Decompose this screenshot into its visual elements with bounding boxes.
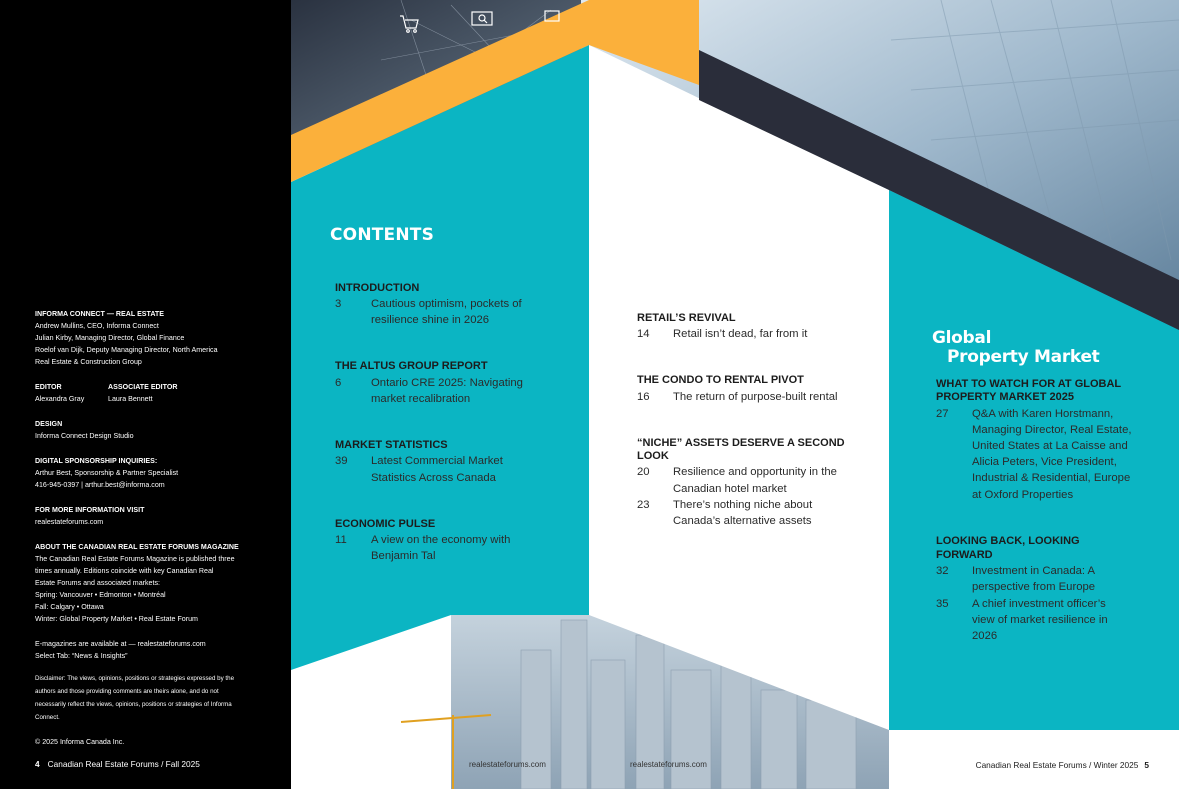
design-name: Informa Connect Design Studio (35, 432, 134, 440)
article-title[interactable]: resilience shine in 2026 (371, 314, 490, 326)
section-title-economic-pulse[interactable]: ECONOMIC PULSE (335, 518, 436, 530)
sponsorship-name: Arthur Best, Sponsorship & Partner Specialist (35, 469, 179, 477)
article-title[interactable]: Managing Director, Real Estate, (972, 424, 1132, 436)
about-line: times annually. Editions coincide with key Canadian Real (35, 567, 214, 575)
article-title[interactable]: Statistics Across Canada (371, 472, 496, 484)
article-title[interactable]: 2026 (972, 630, 998, 642)
editor-name: Alexandra Gray (35, 395, 85, 403)
article-title[interactable]: Canadian hotel market (673, 483, 787, 495)
right-page-number: 5 (1144, 760, 1149, 770)
more-info-label: FOR MORE INFORMATION VISIT (35, 506, 145, 514)
page-number: 3 (335, 298, 342, 310)
article-title[interactable]: perspective from Europe (972, 581, 1096, 593)
section-title-introduction[interactable]: INTRODUCTION (335, 282, 420, 294)
about-line: Estate Forums and associated markets: (35, 579, 160, 587)
article-title[interactable]: Investment in Canada: A (972, 565, 1096, 577)
section-title-niche[interactable]: “NICHE” ASSETS DESERVE A SECOND (637, 437, 845, 449)
footer-url-left[interactable]: realestateforums.com (469, 760, 546, 769)
article-title[interactable]: Ontario CRE 2025: Navigating (371, 377, 523, 389)
article-title[interactable]: Resilience and opportunity in the (673, 466, 837, 478)
article-title[interactable]: A view on the economy with (371, 534, 511, 546)
article-title[interactable]: at Oxford Properties (972, 489, 1074, 501)
masthead-person: Julian Kirby, Managing Director, Global Finance (35, 334, 185, 342)
about-line: Fall: Calgary • Ottawa (35, 603, 104, 611)
masthead-person: Andrew Mullins, CEO, Informa Connect (35, 322, 159, 330)
about-label: ABOUT THE CANADIAN REAL ESTATE FORUMS MAGAZINE (35, 543, 239, 551)
page-number: 35 (936, 598, 949, 610)
section-title-market-statistics[interactable]: MARKET STATISTICS (335, 439, 448, 451)
left-page-footer-text: Canadian Real Estate Forums / Fall 2025 (47, 759, 200, 769)
article-title[interactable]: Alicia Peters, Vice President, (972, 456, 1117, 468)
article-title[interactable]: Benjamin Tal (371, 550, 436, 562)
article-title[interactable]: The return of purpose-built rental (673, 391, 838, 403)
page-number: 20 (637, 466, 650, 478)
page-number: 32 (936, 565, 949, 577)
article-title[interactable]: There’s nothing niche about (673, 499, 813, 511)
section-title-watch[interactable]: WHAT TO WATCH FOR AT GLOBAL (936, 378, 1122, 390)
about-line: Spring: Vancouver • Edmonton • Montréal (35, 591, 166, 599)
article-title[interactable]: Latest Commercial Market (371, 455, 503, 467)
article-title[interactable]: market recalibration (371, 393, 471, 405)
page-number: 6 (335, 377, 342, 389)
copyright: © 2025 Informa Canada Inc. (35, 738, 125, 746)
left-page-footer (35, 759, 200, 769)
associate-editor-label: ASSOCIATE EDITOR (108, 383, 178, 391)
sponsorship-contact[interactable]: 416-945-0397 | arthur.best@informa.com (35, 481, 165, 489)
emag-line: E-magazines are available at — realestateforums.com (35, 640, 206, 648)
sponsorship-label: DIGITAL SPONSORSHIP INQUIRIES: (35, 457, 158, 465)
page-number: 16 (637, 391, 650, 403)
masthead-sidebar (0, 0, 291, 789)
section-title-looking-back[interactable]: LOOKING BACK, LOOKING (936, 535, 1080, 547)
article-title[interactable]: Retail isn’t dead, far from it (673, 328, 808, 340)
associate-editor-name: Laura Bennett (108, 395, 153, 403)
gpm-logo-line1: Global (932, 328, 992, 348)
section-title-condo[interactable]: THE CONDO TO RENTAL PIVOT (637, 374, 804, 386)
page-number: 27 (936, 408, 949, 420)
disclaimer: Disclaimer: The views, opinions, positions or strategies expressed by the authors and those providing comments are theirs alone, and do not necessarily reflect the views, opinions, positions or strategies of Informa Connect. (35, 675, 235, 721)
section-title-retail[interactable]: RETAIL’S REVIVAL (637, 312, 736, 324)
page-number: 39 (335, 455, 348, 467)
footer-url-right[interactable]: realestateforums.com (630, 760, 707, 769)
page-number: 14 (637, 328, 650, 340)
masthead-company: INFORMA CONNECT — REAL ESTATE (35, 310, 164, 318)
article-title[interactable]: view of market resilience in (972, 614, 1108, 626)
design-label: DESIGN (35, 420, 63, 428)
masthead-person: Roelof van Dijk, Deputy Managing Director, North America (35, 346, 218, 354)
right-page-footer (976, 760, 1149, 770)
about-line: Winter: Global Property Market • Real Estate Forum (35, 615, 198, 623)
right-page-footer-text: Canadian Real Estate Forums / Winter 2025 (975, 760, 1139, 770)
emag-line: Select Tab: “News & Insights” (35, 652, 128, 660)
about-line: The Canadian Real Estate Forums Magazine is published three (35, 555, 235, 563)
section-title-altus[interactable]: THE ALTUS GROUP REPORT (335, 360, 488, 372)
contents-title: CONTENTS (330, 225, 435, 245)
editor-label: EDITOR (35, 383, 62, 391)
masthead-person: Real Estate & Construction Group (35, 358, 142, 366)
section-title-niche[interactable]: LOOK (637, 450, 669, 462)
article-title[interactable]: Canada’s alternative assets (673, 515, 812, 527)
section-title-looking-back[interactable]: FORWARD (936, 549, 993, 561)
gpm-logo-line2: Property Market (947, 347, 1100, 367)
left-page-number: 4 (35, 759, 40, 769)
article-title[interactable]: United States at La Caisse and (972, 440, 1128, 452)
more-info-url[interactable]: realestateforums.com (35, 518, 104, 526)
page-number: 23 (637, 499, 650, 511)
page-number: 11 (335, 534, 347, 546)
article-title[interactable]: A chief investment officer’s (972, 598, 1106, 610)
section-title-watch[interactable]: PROPERTY MARKET 2025 (936, 391, 1074, 403)
article-title[interactable]: Industrial & Residential, Europe (972, 472, 1131, 484)
article-title[interactable]: Q&A with Karen Horstmann, (972, 408, 1114, 420)
article-title[interactable]: Cautious optimism, pockets of (371, 298, 522, 310)
